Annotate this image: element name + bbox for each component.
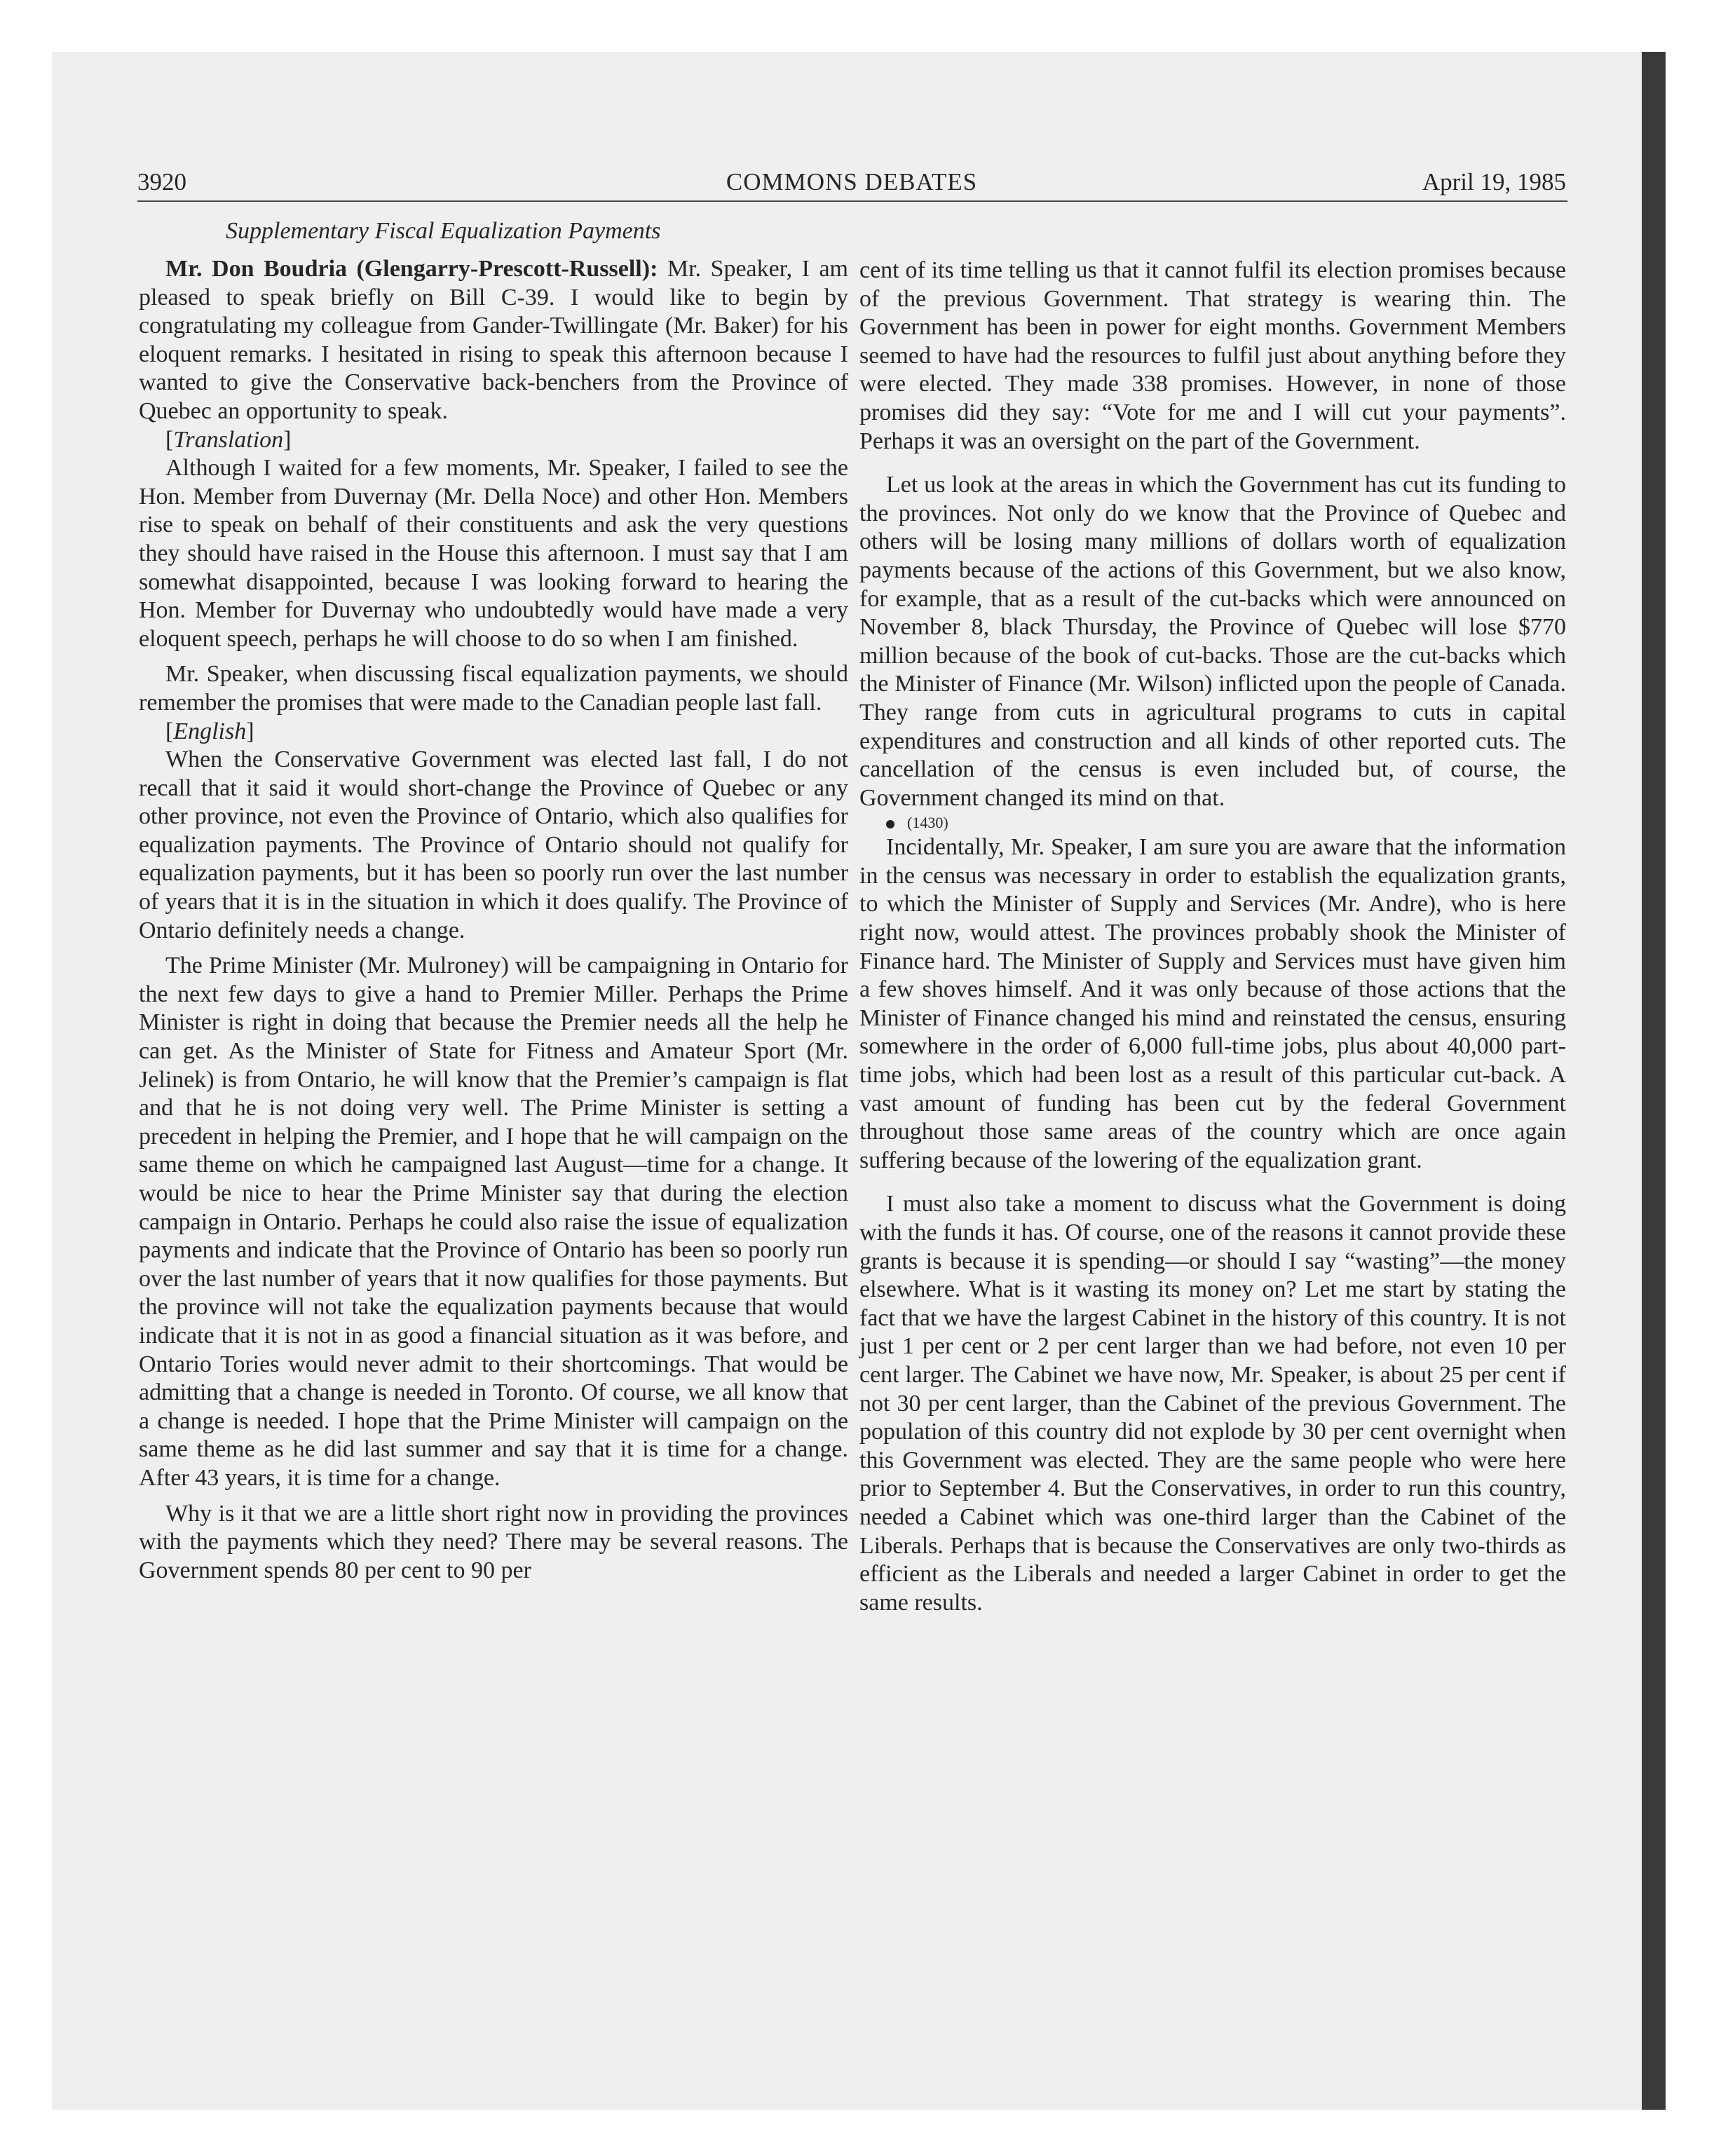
paragraph: Let us look at the areas in which the Government has cut its funding to the provinces. Not only do we know that the Province of Quebec and others will be losing many millions of dollars worth of equalization payments because of the actions of this Government, but we also know, for example, that as a result of the cut-backs which were announced on November 8, black Thursday, the Province of Quebec will lose $770 million because of the book of cut-backs. Those are the cut-backs which the Minister of Finance (Mr. Wilson) inflicted upon the people of Canada. They range from cuts in agricultural programs to cuts in capital expenditures and construction and all kinds of other reported cuts. The cancellation of the census is even included but, of course, the Government changed its mind on that. [859,472,1566,811]
language-note: [English] [165,718,254,744]
page-header [137,167,1566,200]
header-rule [137,200,1567,202]
page-date: April 19, 1985 [1422,168,1566,196]
time-marker [859,812,1566,833]
left-column [139,217,848,1585]
page-number: 3920 [137,168,186,196]
paragraph: cent of its time telling us that it cannot fulfil its election promises because of the previous Government. That strategy is wearing thin. The Government has been in power for eight months. Government Members seemed to have had the resources to fulfil just about anything before they were elected. They made 338 promises. However, in none of those promises did they say: “Vote for me and I will cut your payments”. Perhaps it was an oversight on the part of the Government. [859,257,1566,454]
paragraph [139,255,848,426]
section-title: Supplementary Fiscal Equalization Payments [226,218,661,244]
paragraph: I must also take a moment to discuss what the Government is doing with the funds it has. Of course, one of the reasons it cannot provide these grants is because it is spending—or should I say “wasting”—the money elsewhere. What is it wasting its money on? Let me start by stating the fact that we have the largest Cabinet in the history of this country. It is not just 1 per cent or 2 per cent larger than we had before, not even 10 per cent larger. The Cabinet we have now, Mr. Speaker, is about 25 per cent if not 30 per cent larger, than the Cabinet of the previous Government. The population of this country did not explode by 30 per cent overnight when this Government was elected. They are the same people who were here prior to September 4. But the Conservatives, in order to run this country, needed a Cabinet which was one-third larger than the Cabinet of the Liberals. Perhaps that is because the Conservatives are only two-thirds as efficient as the Liberals and needed a larger Cabinet in order to get the same results. [859,1191,1566,1616]
paragraph-text: Mr. Speaker, I am pleased to speak briefly on Bill C-39. I would like to begin by congratulating my colleague from Gander-Twillingate (Mr. Baker) for his eloquent remarks. I hesitated in rising to speak this afternoon because I wanted to give the Conservative back-benchers from the Province of Quebec an opportunity to speak. [139,256,848,424]
paragraph: Although I waited for a few moments, Mr. Speaker, I failed to see the Hon. Member from Duvernay (Mr. Della Noce) and other Hon. Members rise to speak on behalf of their constituents and ask the very questions they should have raised in the House this afternoon. I must say that I am somewhat disappointed, because I was looking forward to hearing the Hon. Member for Duvernay who undoubtedly would have made a very eloquent speech, perhaps he will choose to do so when I am finished. [139,455,848,652]
publication-title: COMMONS DEBATES [726,168,978,196]
paragraph: Incidentally, Mr. Speaker, I am sure you are aware that the information in the census was necessary in order to establish the equalization grants, to which the Minister of Supply and Services (Mr. Andre), who is here right now, would attest. The provinces probably shook the Minister of Finance hard. The Minister of Supply and Services must have given him a few shoves himself. And it was only because of those actions that the Minister of Finance changed his mind and reinstated the census, ensuring somewhere in the order of 6,000 full-time jobs, plus about 40,000 part-time jobs, which had been lost as a result of this particular cut-back. A vast amount of funding has been cut by the federal Government throughout those same areas of the country which are once again suffering because of the lowering of the equalization grant. [859,834,1566,1173]
paragraph: Mr. Speaker, when discussing fiscal equalization payments, we should remember the promises that were made to the Canadian people last fall. [139,661,848,716]
translation-label: Translation [173,426,284,453]
english-label: English [173,718,247,744]
time-marker-text: (1430) [907,814,948,832]
paragraph: Why is it that we are a little short right now in providing the provinces with the payments which they need? There may be several reasons. The Government spends 80 per cent to 90 per [139,1500,848,1583]
language-note: [Translation] [165,426,292,453]
speaker-name: Mr. Don Boudria (Glengarry-Prescott-Russell): [165,256,658,282]
paragraph: The Prime Minister (Mr. Mulroney) will be campaigning in Ontario for the next few days to give a hand to Premier Miller. Perhaps the Prime Minister is right in doing that because the Premier needs all the help he can get. As the Minister of State for Fitness and Amateur Sport (Mr. Jelinek) is from Ontario, he will know that the Premier’s campaign is flat and that he is not doing very well. The Prime Minister is setting a precedent in helping the Premier, and I hope that he will campaign on the same theme on which he campaigned last August—time for a change. It would be nice to hear the Prime Minister say that during the election campaign in Ontario. Perhaps he could also raise the issue of equalization payments and indicate that the Province of Ontario has been so poorly run over the last number of years that it now qualifies for those payments. But the province will not take the equalization payments because that would indicate that it is not in as good a financial situation as it was before, and Ontario Tories would never admit to their shortcomings. That would be admitting that a change is needed in Toronto. Of course, we all know that a change is needed. I hope that the Prime Minister will campaign on the same theme as he did last summer and say that it is time for a change. After 43 years, it is time for a change. [139,953,848,1491]
paragraph: When the Conservative Government was elected last fall, I do not recall that it said it would short-change the Province of Quebec or any other province, not even the Province of Ontario, which also qualifies for equalization payments. The Province of Ontario should not qualify for equalization payments, but it has been so poorly run over the last number of years that it is in the situation in which it does qualify. The Province of Ontario definitely needs a change. [139,746,848,943]
bullet-icon [886,820,894,828]
right-column [859,257,1566,1617]
scan-edge-shadow [1642,52,1666,2110]
